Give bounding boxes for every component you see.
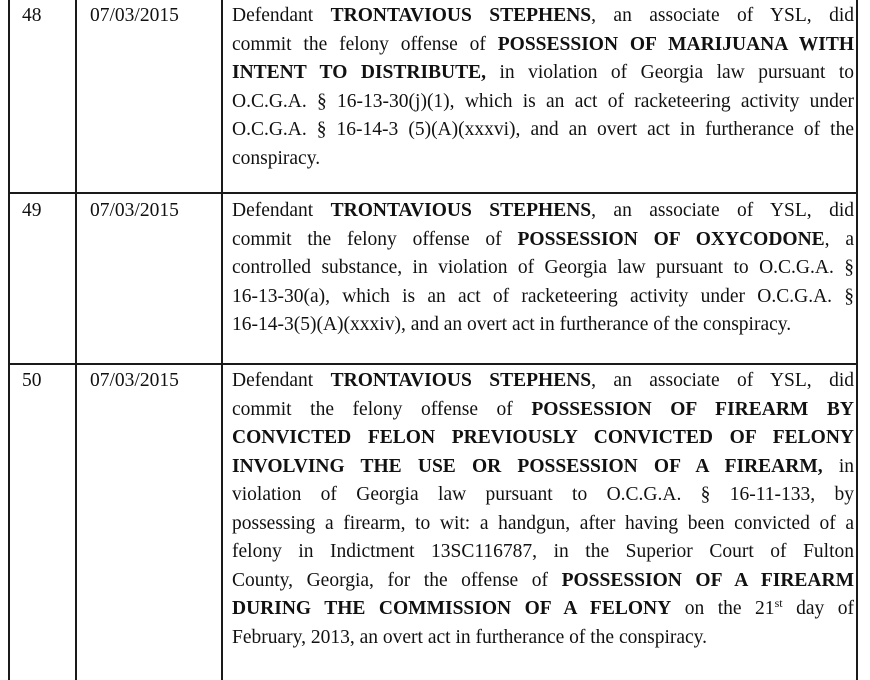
description-line xyxy=(232,254,854,283)
act-description xyxy=(232,197,854,340)
text-segment: day of xyxy=(782,598,854,619)
text-segment: controlled substance, in violation of Georgia law pursuant to O.C.G.A. § xyxy=(232,257,854,278)
description-line xyxy=(232,116,854,145)
description-line xyxy=(232,510,854,539)
description-line xyxy=(232,624,854,653)
description-line xyxy=(232,367,854,396)
act-date: 07/03/2015 xyxy=(90,5,179,26)
bold-text: POSSESSION OF FIREARM BY xyxy=(531,398,855,420)
bold-text: TRONTAVIOUS STEPHENS xyxy=(330,5,592,26)
text-segment: February, 2013, an overt act in furtherance of the conspiracy. xyxy=(232,626,708,648)
bold-text: POSSESSION OF A FIREARM xyxy=(561,569,854,591)
act-description xyxy=(232,2,854,173)
text-segment: commit the felony offense of xyxy=(232,228,518,250)
text-segment: violation of Georgia law pursuant to O.C.G.A. § 16-11-133, by xyxy=(232,484,854,505)
column-divider-date xyxy=(221,0,223,680)
superscript-text: st xyxy=(774,596,783,610)
table-right-border xyxy=(856,0,858,680)
text-segment: County, Georgia, for the offense of xyxy=(232,569,562,591)
description-line xyxy=(232,538,854,567)
bold-text: TRONTAVIOUS STEPHENS xyxy=(330,200,592,221)
bold-text: DURING THE COMMISSION OF A FELONY xyxy=(232,598,672,619)
bold-text: POSSESSION OF MARIJUANA WITH xyxy=(497,33,855,55)
bold-text: TRONTAVIOUS STEPHENS xyxy=(330,370,592,391)
text-segment: 16-13-30(a), which is an act of racketeering activity under O.C.G.A. § xyxy=(232,285,854,307)
description-line xyxy=(232,481,854,510)
description-line xyxy=(232,31,854,60)
text-segment: , a xyxy=(824,228,854,250)
act-description xyxy=(232,367,854,652)
description-line xyxy=(232,88,854,117)
description-line xyxy=(232,453,854,482)
text-segment: , an associate of YSL, did xyxy=(591,200,854,221)
description-line xyxy=(232,424,854,453)
bold-text: INVOLVING THE USE OR POSSESSION OF A FIREARM, xyxy=(232,455,823,477)
description-line xyxy=(232,2,854,31)
text-segment: Defendant xyxy=(232,370,331,391)
description-line xyxy=(232,59,854,88)
count-number: 50 xyxy=(22,370,42,391)
column-divider-number xyxy=(75,0,77,680)
text-segment: , an associate of YSL, did xyxy=(591,370,854,391)
text-segment: conspiracy. xyxy=(232,147,321,169)
text-segment: on the 21 xyxy=(671,598,775,619)
description-line xyxy=(232,145,854,174)
description-line xyxy=(232,197,854,226)
text-segment: , an associate of YSL, did xyxy=(591,5,854,26)
text-segment: Defendant xyxy=(232,200,331,221)
text-segment: Defendant xyxy=(232,5,331,26)
bold-text: INTENT TO DISTRIBUTE, xyxy=(232,62,487,83)
table-left-border xyxy=(8,0,10,680)
act-date: 07/03/2015 xyxy=(90,200,179,221)
row-divider xyxy=(8,192,858,194)
description-line xyxy=(232,396,854,425)
text-segment: felony in Indictment 13SC116787, in the Superior Court of Fulton xyxy=(232,541,854,562)
row-divider xyxy=(8,363,858,365)
text-segment: commit the felony offense of xyxy=(232,33,498,55)
description-line xyxy=(232,595,854,624)
text-segment: 16-14-3(5)(A)(xxxiv), and an overt act in furtherance of the conspiracy. xyxy=(232,314,792,335)
bold-text: POSSESSION OF OXYCODONE xyxy=(517,228,825,250)
text-segment: in violation of Georgia law pursuant to xyxy=(486,62,854,83)
description-line xyxy=(232,226,854,255)
text-segment: O.C.G.A. § 16-14-3 (5)(A)(xxxvi), and an overt act in furtherance of the xyxy=(232,119,854,140)
count-number: 48 xyxy=(22,5,42,26)
count-number: 49 xyxy=(22,200,42,221)
text-segment: O.C.G.A. § 16-13-30(j)(1), which is an act of racketeering activity under xyxy=(232,90,854,112)
description-line xyxy=(232,311,854,340)
act-date: 07/03/2015 xyxy=(90,370,179,391)
description-line xyxy=(232,283,854,312)
bold-text: CONVICTED FELON PREVIOUSLY CONVICTED OF FELONY xyxy=(232,427,854,448)
text-segment: possessing a firearm, to wit: a handgun, after having been convicted of a xyxy=(232,512,854,534)
text-segment: commit the felony offense of xyxy=(232,398,532,420)
description-line xyxy=(232,567,854,596)
text-segment: in xyxy=(822,455,854,477)
indictment-table xyxy=(8,0,858,680)
